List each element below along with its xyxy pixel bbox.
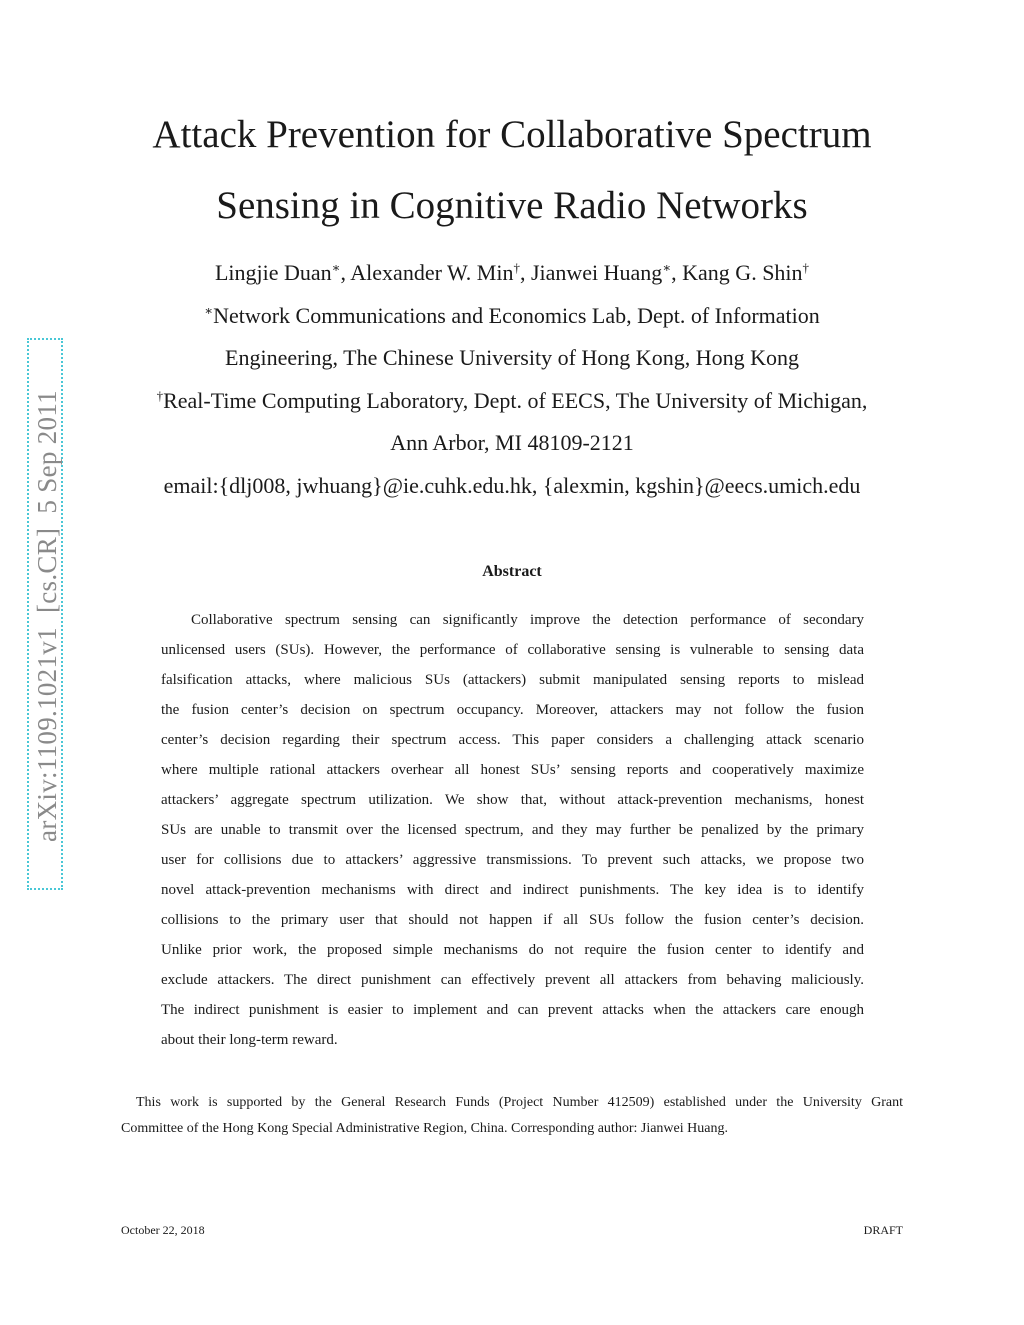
abstract-line: center’s decision regarding their spectrum access. This paper considers a challenging attack scenario: [161, 732, 864, 748]
footnote-line: Committee of the Hong Kong Special Administrative Region, China. Corresponding author: Jianwei Huang.: [121, 1121, 728, 1136]
affiliation-cuhk-line-1: [0, 302, 1024, 330]
abstract-line: Collaborative spectrum sensing can significantly improve the detection performance of secondary: [191, 612, 864, 628]
affiliation-umich-line-1: [0, 387, 1024, 415]
author-name: Alexander W. Min: [350, 260, 514, 285]
affiliation-mark-dagger: †: [156, 388, 164, 403]
affiliation-mark-dagger: †: [513, 260, 520, 275]
affiliation-cuhk-line-2: Engineering, The Chinese University of Hong Kong, Hong Kong: [225, 345, 799, 370]
paper-title-line-2: Sensing in Cognitive Radio Networks: [216, 184, 808, 227]
abstract-line: exclude attackers. The direct punishment can effectively prevent all attackers from behaving maliciously.: [161, 972, 864, 988]
abstract-line: attackers’ aggregate spectrum utilization. We show that, without attack-prevention mechanisms, honest: [161, 792, 864, 808]
abstract-line: falsification attacks, where malicious SUs (attackers) submit manipulated sensing reports to mislead: [161, 672, 864, 688]
abstract-line: The indirect punishment is easier to implement and can prevent attacks when the attackers care enough: [161, 1002, 864, 1018]
abstract-line: collisions to the primary user that should not happen if all SUs follow the fusion center’s decision.: [161, 912, 864, 928]
affiliation-mark-star: ∗: [204, 303, 214, 318]
arxiv-stamp[interactable]: [27, 338, 63, 890]
abstract-body: [161, 605, 864, 1055]
author-name: Kang G. Shin: [682, 260, 803, 285]
funding-footnote: [121, 1090, 903, 1142]
footnote-line: This work is supported by the General Research Funds (Project Number 412509) established under the University Grant: [136, 1095, 903, 1110]
author-separator: ,: [340, 260, 351, 285]
author-separator: ,: [519, 260, 531, 285]
abstract-line: about their long-term reward.: [161, 1032, 338, 1048]
affiliation-umich-line-2: Ann Arbor, MI 48109-2121: [390, 430, 634, 455]
author-name: Jianwei Huang: [530, 260, 663, 285]
affiliation-text: Network Communications and Economics Lab, Dept. of Information: [213, 303, 820, 328]
affiliation-mark-dagger: †: [802, 260, 810, 275]
affiliation-mark-star: ∗: [662, 260, 672, 275]
abstract-heading: Abstract: [482, 563, 542, 580]
page-date: October 22, 2018: [121, 1223, 205, 1237]
paper-title-line-1: Attack Prevention for Collaborative Spectrum: [152, 113, 872, 156]
abstract-line: novel attack-prevention mechanisms with direct and indirect punishments. The key idea is to identify: [161, 882, 864, 898]
author-separator: ,: [671, 260, 683, 285]
abstract-line: the fusion center’s decision on spectrum occupancy. Moreover, attackers may not follow the fusion: [161, 702, 864, 718]
abstract-line: SUs are unable to transmit over the licensed spectrum, and they may further be penalized by the primary: [161, 822, 864, 838]
abstract-line: unlicensed users (SUs). However, the performance of collaborative sensing is vulnerable to sensing data: [161, 642, 864, 658]
abstract-line: user for collisions due to attackers’ aggressive transmissions. To prevent such attacks, we propose two: [161, 852, 864, 868]
arxiv-identifier: arXiv:1109.1021v1 [cs.CR] 5 Sep 2011: [32, 390, 62, 842]
abstract-line: Unlike prior work, the proposed simple mechanisms do not require the fusion center to identify and: [161, 942, 864, 958]
draft-label: DRAFT: [863, 1223, 903, 1237]
author-emails: email:{dlj008, jwhuang}@ie.cuhk.edu.hk, {alexmin, kgshin}@eecs.umich.edu: [163, 473, 861, 498]
abstract-line: where multiple rational attackers overhear all honest SUs’ sensing reports and cooperatively maximize: [161, 762, 864, 778]
author-list: [0, 259, 1024, 287]
affiliation-mark-star: ∗: [331, 260, 341, 275]
author-name: Lingjie Duan: [214, 260, 332, 285]
affiliation-text: Real-Time Computing Laboratory, Dept. of EECS, The University of Michigan,: [163, 388, 868, 413]
